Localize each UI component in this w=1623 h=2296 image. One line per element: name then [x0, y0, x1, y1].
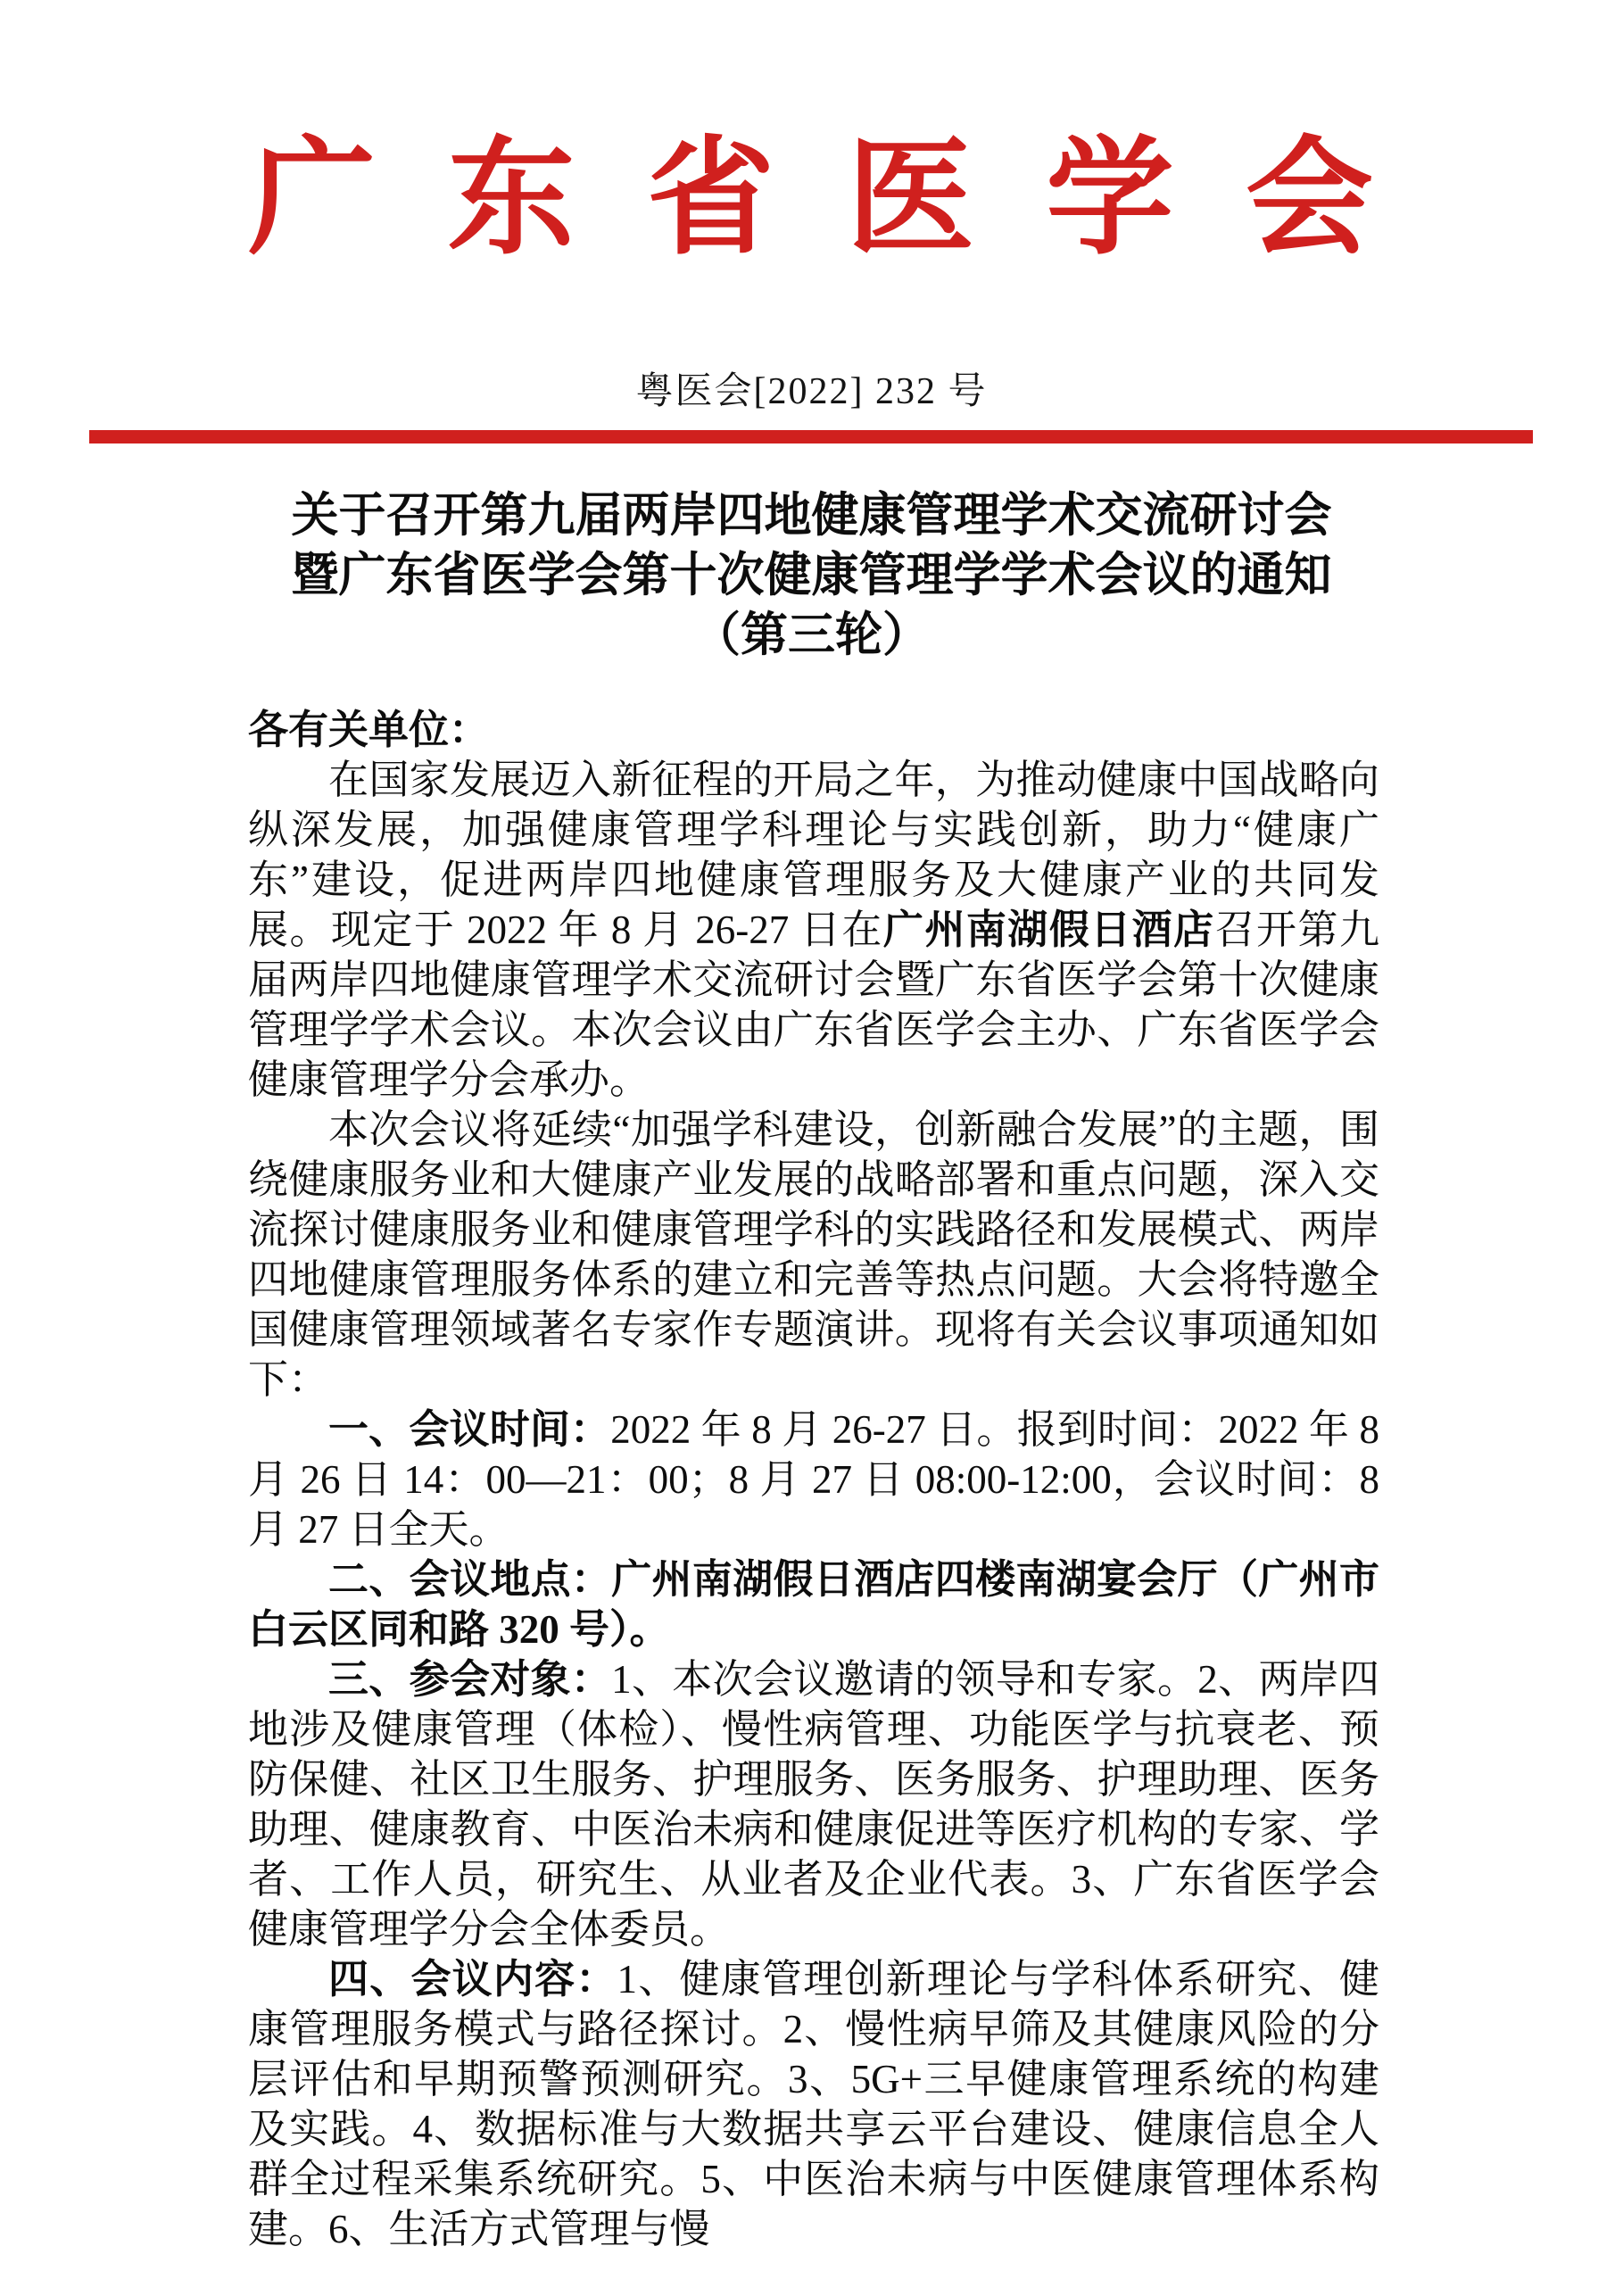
bold-run: 广州南湖假日酒店	[882, 908, 1215, 952]
text-run: 1、本次会议邀请的领导和专家。2、两岸四地涉及健康管理（体检）、慢性病管理、功能医学与抗衰老、预防保健、社区卫生服务、护理服务、医务服务、护理助理、医务助理、健康教育、中医治未病和健康促进等医疗机构的专家、学者、工作人员，研究生、从业者及企业代表。3、广东省医学会健康管理学分会全体委员。	[248, 1657, 1379, 1952]
text-run: 1、健康管理创新理论与学科体系研究、健康管理服务模式与路径探讨。2、慢性病早筛及其健康风险的分层评估和早期预警预测研究。3、5G+三早健康管理系统的构建及实践。4、数据标准与大数据共享云平台建设、健康信息全人群全过程采集系统研究。5、中医治未病与中医健康管理体系构建。6、生活方式管理与慢	[248, 1957, 1379, 2251]
notice-title-line3: （第三轮）	[693, 609, 930, 661]
paragraph	[248, 1105, 1379, 1405]
notice-title-line1: 关于召开第九届两岸四地健康管理学术交流研讨会	[291, 490, 1332, 542]
bold-run: 一、会议时间：	[328, 1407, 611, 1452]
paragraph	[248, 1405, 1379, 1554]
org-name-char: 医	[846, 128, 974, 269]
letterhead-org-name	[248, 128, 1373, 269]
text-run: 2022 年 8 月 26-27 日。报到时间：2022 年 8 月 26 日 14：00—21：00；8 月 27 日 08:00-12:00，会议时间：8 月 27 日全天。	[248, 1407, 1379, 1552]
org-name-char: 会	[1245, 128, 1373, 269]
notice-title-line2: 暨广东省医学会第十次健康管理学学术会议的通知	[291, 550, 1332, 601]
salutation: 各有关单位：	[248, 708, 490, 752]
notice-title	[0, 486, 1623, 666]
paragraphs-container	[248, 755, 1379, 2254]
letterhead-divider-rule	[89, 430, 1533, 443]
org-name-char: 广	[248, 128, 376, 269]
paragraph	[248, 1554, 1379, 1654]
paragraph	[248, 1654, 1379, 1954]
org-name-char: 学	[1046, 128, 1174, 269]
bold-run: 三、参会对象：	[328, 1657, 612, 1702]
paragraph	[248, 1954, 1379, 2254]
bold-run: 二、会议地点：广州南湖假日酒店四楼南湖宴会厅（广州市白云区同和路 320 号）。	[248, 1557, 1379, 1652]
bold-run: 四、会议内容：	[328, 1957, 617, 2002]
text-run: 召开第九届两岸四地健康管理学术交流研讨会暨广东省医学会第十次健康管理学学术会议。本次会议由广东省医学会主办、广东省医学会健康管理学分会承办。	[248, 908, 1379, 1102]
text-run: 在国家发展迈入新征程的开局之年，为推动健康中国战略向纵深发展，加强健康管理学科理论与实践创新，助力“健康广东”建设，促进两岸四地健康管理服务及大健康产业的共同发展。现定于 2022 年 8 月 26-27 日在	[248, 758, 1379, 952]
notice-body	[248, 705, 1379, 2254]
doc-number: 粤医会[2022] 232 号	[635, 371, 988, 412]
org-name-char: 省	[647, 128, 775, 269]
paragraph	[248, 755, 1379, 1105]
text-run: 本次会议将延续“加强学科建设，创新融合发展”的主题，围绕健康服务业和大健康产业发展的战略部署和重点问题，深入交流探讨健康服务业和健康管理学科的实践路径和发展模式、两岸四地健康管理服务体系的建立和完善等热点问题。大会将特邀全国健康管理领域著名专家作专题演讲。现将有关会议事项通知如下：	[248, 1107, 1379, 1402]
org-name-char: 东	[447, 128, 576, 269]
